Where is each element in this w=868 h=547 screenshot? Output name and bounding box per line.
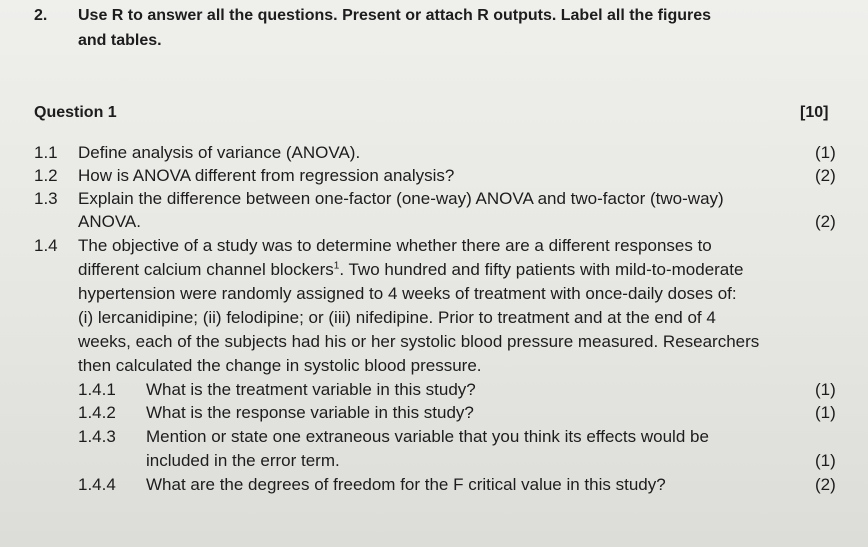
subitem-number: 1.4.1 (78, 380, 116, 399)
subitem-text: What is the response variable in this study? (146, 403, 474, 422)
subitem-text-line-2: included in the error term. (146, 451, 340, 470)
footnote-marker: 1 (333, 260, 340, 272)
item-text-line-5: weeks, each of the subjects had his or her systolic blood pressure measured. Researchers (78, 332, 760, 351)
subitem-marks: (1) (815, 451, 836, 470)
item-text-line-1: Explain the difference between one-factor (one-way) ANOVA and two-factor (two-way) (78, 189, 724, 208)
item-text-fragment: . Two hundred and fifty patients with mild-to-moderate (339, 260, 744, 279)
question-title: Question 1 (34, 104, 117, 121)
subitem-marks: (2) (815, 475, 836, 494)
item-text-line-2: ANOVA. (78, 212, 141, 231)
item-text-line-6: then calculated the change in systolic blood pressure. (78, 356, 482, 375)
item-number: 1.3 (34, 189, 58, 208)
item-text: How is ANOVA different from regression analysis? (78, 166, 455, 185)
item-marks: (1) (815, 143, 836, 162)
item-text-fragment: different calcium channel blockers (78, 260, 334, 279)
subitem-text: What is the treatment variable in this study? (146, 380, 476, 399)
subitem-text-line-1: Mention or state one extraneous variable that you think its effects would be (146, 427, 709, 446)
item-marks: (2) (815, 212, 836, 231)
item-text-line-1: The objective of a study was to determine whether there are a different responses to (78, 236, 712, 255)
item-marks: (2) (815, 166, 836, 185)
item-number: 1.4 (34, 236, 58, 255)
item-text: Define analysis of variance (ANOVA). (78, 143, 361, 162)
subitem-number: 1.4.2 (78, 403, 116, 422)
instruction-line-2: and tables. (78, 32, 162, 49)
question-marks: [10] (800, 104, 829, 121)
subitem-marks: (1) (815, 380, 836, 399)
subitem-text: What are the degrees of freedom for the F critical value in this study? (146, 475, 666, 494)
item-number: 1.2 (34, 166, 58, 185)
item-text-line-2 (78, 260, 743, 280)
item-number: 1.1 (34, 143, 58, 162)
item-text-line-4: (i) lercanidipine; (ii) felodipine; or (iii) nifedipine. Prior to treatment and at the end of 4 (78, 308, 716, 327)
item-text-line-3: hypertension were randomly assigned to 4 weeks of treatment with once-daily doses of: (78, 284, 737, 303)
subitem-marks: (1) (815, 403, 836, 422)
subitem-number: 1.4.3 (78, 427, 116, 446)
instruction-line-1: Use R to answer all the questions. Present or attach R outputs. Label all the figures (78, 7, 712, 24)
subitem-number: 1.4.4 (78, 475, 116, 494)
section-number: 2. (34, 7, 48, 24)
